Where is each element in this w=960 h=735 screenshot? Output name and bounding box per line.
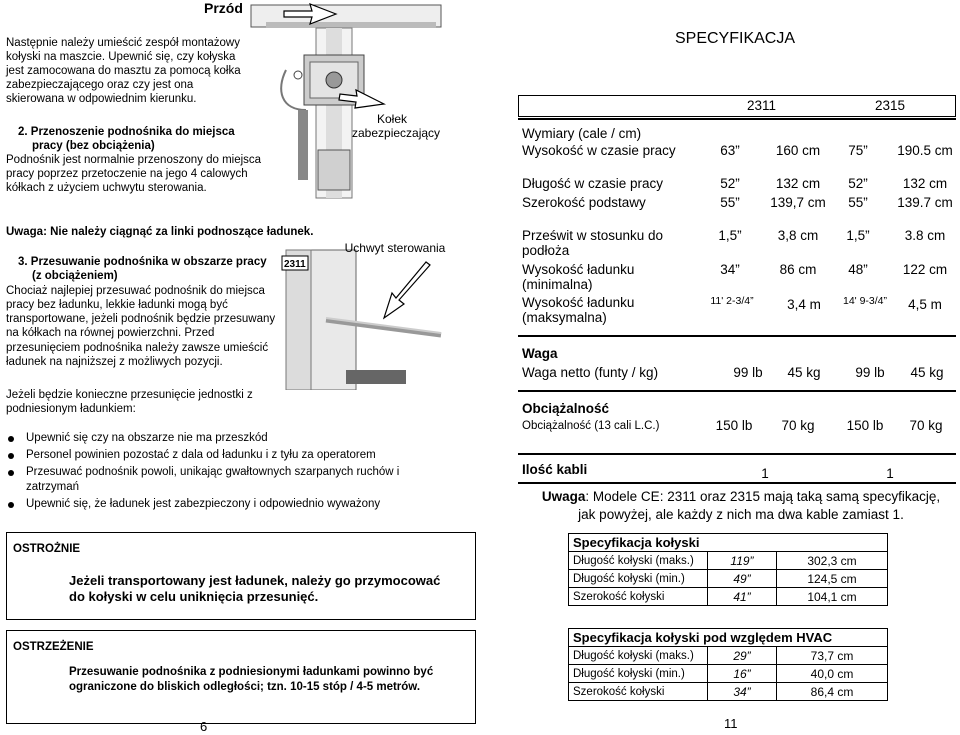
cables-label: Ilość kabli [522, 462, 588, 477]
hvac-table [568, 628, 888, 701]
ce-note: Uwaga: Modele CE: 2311 oraz 2315 mają taką samą specyfikację, jak powyżej, ale każdy z nich ma dwa kable zamiast 1. [541, 489, 941, 522]
bullet-list [6, 431, 446, 514]
label-kolek: Kołek zabezpieczający [352, 112, 441, 140]
table-row: Szerokość kołyski 34” 86,4 cm [569, 683, 888, 701]
cables-b: 1 [886, 466, 894, 481]
section-2-body: Podnośnik jest normalnie przenoszony do miejsca pracy poprzez przetoczenie na jego 4 calowych kółkach z użyciem uchwytu sterowania. [6, 154, 262, 194]
table-row: Długość kołyski (maks.) 29” 73,7 cm [569, 647, 888, 665]
list-item: Przesuwać podnośnik powoli, unikając gwałtownych szarpanych ruchów i zatrzymań [6, 465, 446, 495]
caution-title: OSTROŻNIE [13, 543, 81, 555]
caution-body: Jeżeli transportowany jest ładunek, należy go przymocować do kołyski w celu uniknięcia przesunięć. [69, 573, 441, 604]
spec-header [518, 95, 956, 117]
section-3 [6, 255, 284, 369]
section-3-heading-2: (z obciążeniem) [32, 270, 118, 283]
table-row: Długość kołyski (min.) 16” 40,0 cm [569, 665, 888, 683]
warning-box [6, 630, 476, 724]
warning-body: Przesuwanie podnośnika z podniesionymi ładunkami powinno być ograniczone do bliskich odległości; tzn. 10-15 stóp / 4-5 metrów. [69, 666, 434, 693]
page-number-right: 11 [724, 716, 738, 731]
section-2-heading: 2. Przenoszenie podnośnika do miejsca [18, 126, 235, 138]
page-number-left: 6 [200, 719, 208, 734]
section-3-heading: 3. Przesuwanie podnośnika w obszarze pracy [18, 256, 267, 268]
model-a: 2311 [747, 98, 777, 113]
model-b: 2315 [875, 98, 906, 113]
front-label: Przód [204, 0, 243, 16]
photo-label: 2311 [284, 259, 306, 270]
cradle-title: Specyfikacja kołyski [569, 534, 888, 552]
list-item: Upewnić się, że ładunek jest zabezpieczony i odpowiednio wyważony [6, 497, 446, 512]
cable-warning: Uwaga: Nie należy ciągnąć za linki podnoszące ładunek. [6, 226, 314, 238]
section-2-heading-2: pracy (bez obciążenia) [32, 140, 155, 152]
label-uchwyt: Uchwyt sterowania [344, 241, 446, 255]
table-row: Długość kołyski (maks.) 119” 302,3 cm [569, 552, 888, 570]
dims-heading: Wymiary (cale / cm) [522, 126, 642, 141]
intro-paragraph: Następnie należy umieścić zespół montażowy kołyski na maszcie. Upewnić się, czy kołyska jest zamocowana do masztu za pomocą kołka zabezpieczającego oraz czy jest ona skierowana w odpowiednim kierunku. [6, 37, 241, 105]
load-heading: Obciążalność [522, 401, 610, 416]
list-item: Upewnić się czy na obszarze nie ma przeszkód [6, 431, 446, 446]
hvac-title: Specyfikacja kołyski pod względem HVAC [569, 629, 888, 647]
warning-title: OSTRZEŻENIE [13, 641, 94, 653]
list-item: Personel powinien pozostać z dala od ładunku i z tyłu za operatorem [6, 448, 446, 463]
cradle-table [568, 533, 888, 606]
table-row: Szerokość kołyski 41” 104,1 cm [569, 588, 888, 606]
section-2 [6, 125, 281, 195]
weight-heading: Waga [522, 346, 558, 361]
section-3-body: Chociaż najlepiej przesuwać podnośnik do miejsca pracy bez ładunku, lekkie ładunki mogą być transportowane, jeżeli podnośnik będzie przesuwany na kółkach na równej powierzchni. Przed przesunięciem podnośnika należy zawsze umieścić ładunek na najniższej z możliwych pozycji. [6, 284, 276, 369]
lift-intro: Jeżeli będzie konieczne przesunięcie jednostki z podniesionym ładunkiem: [6, 389, 253, 415]
spec-title: SPECYFIKACJA [674, 30, 796, 47]
caution-box [6, 532, 476, 620]
cables-a: 1 [761, 466, 769, 481]
table-row: Długość kołyski (min.) 49” 124,5 cm [569, 570, 888, 588]
